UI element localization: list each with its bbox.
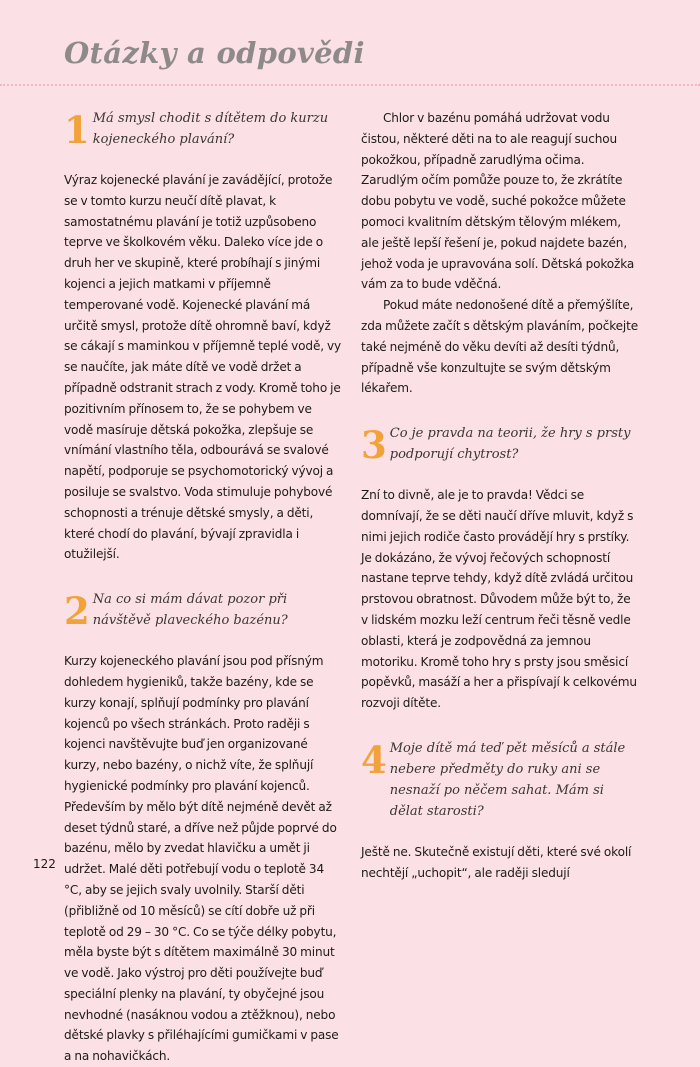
right-column	[361, 108, 639, 884]
page-title: Otázky a odpovědi	[64, 36, 365, 70]
question-3-number: 3	[361, 423, 387, 468]
page-header	[0, 0, 700, 86]
answer-4-paragraph: Ještě ne. Skutečně existují děti, které své okolí nechtějí „uchopit“, ale raději sledují	[361, 844, 632, 880]
question-4-text: Moje dítě má teď pět měsíců a stále nebere předměty do ruky ani se nesnaží po něčem sahat. Mám si dělat starosti?	[389, 740, 626, 819]
page-number: 122	[33, 857, 56, 871]
answer-2-paragraph-2: Chlor v bazénu pomáhá udržovat vodu čistou, některé děti na to ale reagují suchou pokožkou, případně zarudlýma očima. Zarudlým očím pomůže pouze to, že zkrátíte dobu pobytu ve vodě, suché pokožce můžete pomoci kvalitním dětským tělovým mlékem, ale ještě lepší řešení je, pokud najdete bazén, jehož voda je upravována solí. Dětská pokožka vám za to bude vděčná.	[361, 111, 635, 292]
answer-1-paragraph: Výraz kojenecké plavání je zavádějící, protože se v tomto kurzu neučí dítě plavat, k samostatnému plavání je totiž uzpůsobeno teprve ve školkovém věku. Daleko více jde o druh her ve skupině, které probíhají s jinými kojenci a jejich matkami v příjemně temperované vodě. Kojenecké plavání má určitě smysl, protože dítě ohromně baví, když se cákají s maminkou v příjemně teplé vodě, vy se naučíte, jak máte dítě ve vodě držet a případně odstranit strach z vody. Kromě toho je pozitivním přínosem to, že se pohybem ve vodě masíruje dětská pokožka, zlepšuje se vnímání vlastního těla, odbourává se svalové napětí, podporuje se psychomotorický vývoj a posiluje se svalstvo. Voda stimuluje pohybové schopnosti a trénuje dětské smysly, a děti, které chodí do plavání, bývají zpravidla i otužilejší.	[64, 173, 342, 562]
question-4-number: 4	[361, 737, 387, 782]
question-2-heading	[64, 589, 342, 634]
question-4-heading	[361, 738, 639, 822]
question-1-number: 1	[64, 108, 90, 152]
question-3-heading	[361, 423, 639, 468]
left-column	[64, 108, 342, 1067]
question-1-text: Má smysl chodit s dítětem do kurzu kojeneckého plavání?	[92, 111, 329, 147]
question-1-heading	[64, 108, 342, 150]
question-3-text: Co je pravda na teorii, že hry s prsty podporují chytrost?	[389, 426, 631, 463]
question-2-text: Na co si mám dávat pozor při návštěvě plaveckého bazénu?	[92, 592, 288, 629]
answer-2-paragraph-1: Kurzy kojeneckého plavání jsou pod přísným dohledem hygieniků, takže bazény, kde se kurzy konají, splňují podmínky pro plavání kojenců po všech stránkách. Proto raději s kojenci navštěvujte buď jen organizované kurzy, nebo bazény, o nichž víte, že splňují hygienické podmínky pro plavání kojenců. Především by mělo být dítě nejméně devět až deset týdnů staré, a dříve než půjde poprvé do bazénu, mělo by zvedat hlavičku a umět ji udržet. Malé děti potřebují vodu o teplotě 34 °C, aby se jejich svaly uvolnily. Starší děti (přibližně od 10 měsíců) se cítí dobře už při teplotě od 29 – 30 °C. Co se týče délky pobytu, měla byste být s dítětem maximálně 30 minut ve vodě. Jako výstroj pro děti používejte buď speciální plenky na plavání, ty obyčejné jsou nevhodné (nasáknou vodou a ztěžknou), nebo dětské plavky s přiléhajícími gumičkami v pase a na nohavičkách.	[64, 654, 339, 1064]
answer-2-paragraph-3: Pokud máte nedonošené dítě a přemýšlíte, zda můžete začít s dětským plaváním, počkejte také nejméně do věku devíti až desíti týdnů, případně vše konzultujte se svým dětským lékařem.	[361, 298, 638, 396]
question-2-number: 2	[64, 589, 90, 634]
answer-3-paragraph: Zní to divně, ale je to pravda! Vědci se domnívají, že se děti naučí dříve mluvit, když s nimi jejich rodiče často provádějí hry s prstíky. Je dokázáno, že vývoj řečových schopností nastane teprve tehdy, když dítě zvládá určitou prstovou obratnost. Důvodem může být to, že v lidském mozku leží centrum řeči těsně vedle oblasti, která je zodpovědná za jemnou motoriku. Kromě toho hry s prsty jsou směsicí popěvků, masáží a her a přispívají k celkovému rozvoji dítěte.	[361, 488, 637, 711]
